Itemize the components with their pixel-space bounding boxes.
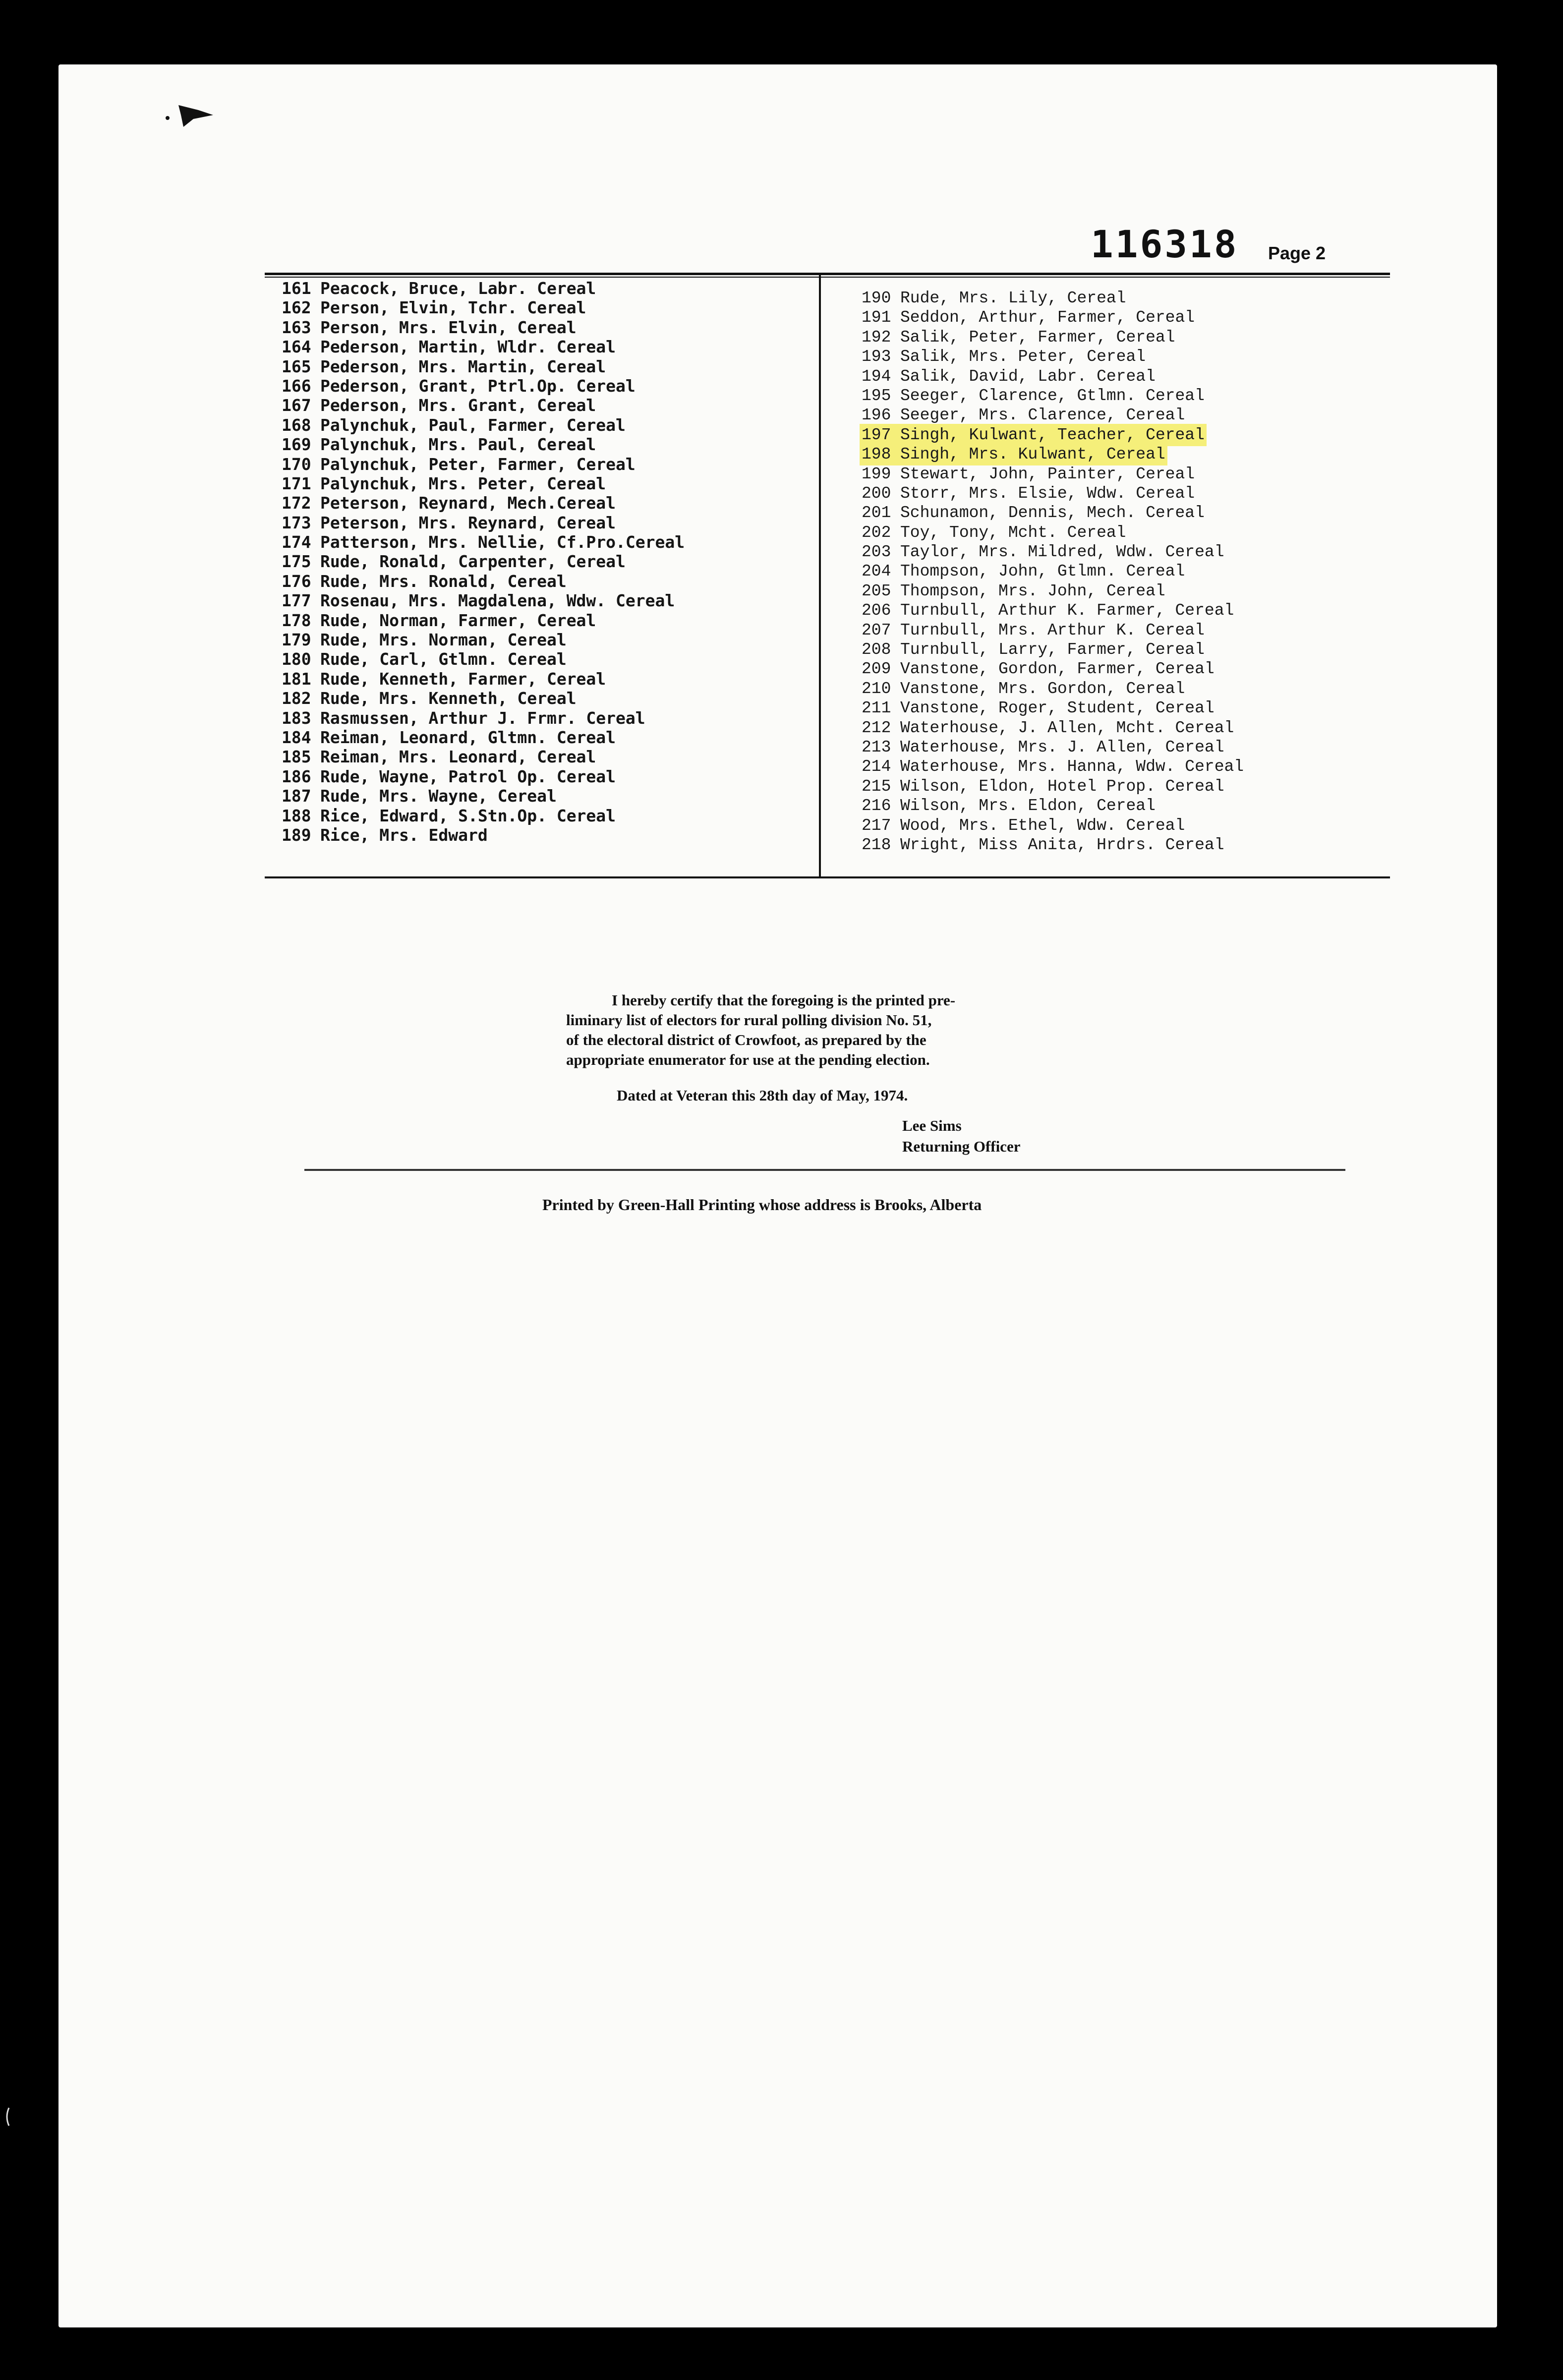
- elector-number: 166: [282, 376, 311, 396]
- elector-entry-content: [282, 337, 616, 356]
- elector-entry: [862, 621, 1456, 640]
- elector-details: Rice, Edward, S.Stn.Op. Cereal: [320, 806, 616, 825]
- elector-entry: [862, 367, 1456, 386]
- elector-number: 196: [862, 406, 891, 425]
- elector-number: 175: [282, 552, 311, 572]
- elector-entry-content: [282, 747, 596, 766]
- elector-number: 189: [282, 825, 311, 845]
- elector-number: 167: [282, 396, 311, 415]
- elector-entry: [282, 806, 876, 825]
- elector-details: Stewart, John, Painter, Cereal: [900, 464, 1195, 483]
- elector-number: 208: [862, 640, 891, 659]
- elector-details: Rosenau, Mrs. Magdalena, Wdw. Cereal: [320, 591, 675, 611]
- elector-entry: [862, 777, 1456, 796]
- elector-entry: [282, 337, 876, 356]
- elector-entry: [282, 532, 876, 552]
- elector-number: 177: [282, 591, 311, 611]
- elector-number: 178: [282, 610, 311, 630]
- certification-line: I hereby certify that the foregoing is the printed pre-: [612, 991, 956, 1009]
- elector-details: Rude, Wayne, Patrol Op. Cereal: [320, 766, 616, 786]
- elector-details: Rude, Kenneth, Farmer, Cereal: [320, 669, 606, 689]
- elector-details: Taylor, Mrs. Mildred, Wdw. Cereal: [900, 543, 1224, 562]
- elector-details: Rude, Mrs. Lily, Cereal: [900, 289, 1126, 307]
- elector-details: Seddon, Arthur, Farmer, Cereal: [900, 308, 1195, 327]
- signer-title: Returning Officer: [902, 1138, 1021, 1155]
- elector-entry: [862, 308, 1456, 327]
- elector-entry-content: [862, 445, 1165, 464]
- elector-entry-content: [282, 689, 577, 708]
- elector-number: 168: [282, 415, 311, 435]
- elector-entry: [862, 425, 1456, 445]
- elector-entry-content: [862, 621, 1205, 639]
- elector-details: Pederson, Grant, Ptrl.Op. Cereal: [320, 376, 636, 396]
- certification-line: liminary list of electors for rural polling division No. 51,: [566, 1011, 932, 1029]
- elector-details: Palynchuk, Peter, Farmer, Cereal: [320, 454, 636, 474]
- elector-entry: [862, 816, 1456, 835]
- elector-entry-content: [862, 289, 1126, 307]
- elector-details: Rude, Mrs. Kenneth, Cereal: [320, 689, 577, 708]
- elector-details: Salik, Peter, Farmer, Cereal: [900, 328, 1175, 347]
- elector-details: Peterson, Mrs. Reynard, Cereal: [320, 513, 616, 532]
- elector-entry: [282, 376, 876, 396]
- elector-entry-content: [282, 552, 626, 571]
- elector-entry-content: [282, 649, 567, 669]
- certification-text: [566, 990, 1121, 1070]
- elector-entry-content: [862, 406, 1185, 424]
- elector-details: Singh, Mrs. Kulwant, Cereal: [900, 445, 1165, 464]
- elector-number: 197: [862, 425, 891, 444]
- elector-details: Vanstone, Roger, Student, Cereal: [900, 699, 1215, 718]
- elector-entry-content: [282, 357, 606, 376]
- elector-entry: [862, 328, 1456, 347]
- elector-details: Patterson, Mrs. Nellie, Cf.Pro.Cereal: [320, 532, 685, 552]
- elector-entry-content: [282, 279, 596, 298]
- elector-details: Peacock, Bruce, Labr. Cereal: [320, 279, 596, 298]
- edge-mark-icon: [4, 2107, 11, 2127]
- elector-details: Person, Elvin, Tchr. Cereal: [320, 298, 586, 318]
- elector-details: Toy, Tony, Mcht. Cereal: [900, 523, 1126, 542]
- elector-number: 169: [282, 435, 311, 455]
- elector-details: Person, Mrs. Elvin, Cereal: [320, 317, 577, 337]
- elector-entry-content: [862, 348, 1146, 366]
- elector-entry-content: [862, 719, 1234, 737]
- elector-entry: [862, 796, 1456, 815]
- elector-entry: [282, 708, 876, 728]
- elector-details: Salik, Mrs. Peter, Cereal: [900, 348, 1146, 366]
- elector-entry: [862, 718, 1456, 738]
- elector-number: 188: [282, 806, 311, 825]
- elector-entry: [862, 484, 1456, 503]
- elector-entry: [282, 786, 876, 806]
- elector-entry: [862, 386, 1456, 406]
- elector-details: Storr, Mrs. Elsie, Wdw. Cereal: [900, 484, 1195, 503]
- elector-entry-content: [862, 562, 1185, 580]
- elector-entry: [862, 698, 1456, 718]
- elector-number: 207: [862, 621, 891, 639]
- elector-entry: [282, 396, 876, 415]
- elector-entry: [862, 738, 1456, 757]
- elector-entry-content: [862, 601, 1234, 620]
- elector-details: Wilson, Eldon, Hotel Prop. Cereal: [900, 777, 1224, 796]
- elector-number: 201: [862, 504, 891, 522]
- elector-number: 194: [862, 367, 891, 386]
- certification-line: appropriate enumerator for use at the pending election.: [566, 1051, 930, 1068]
- elector-number: 213: [862, 738, 891, 756]
- elector-details: Palynchuk, Mrs. Peter, Cereal: [320, 473, 606, 493]
- elector-entry-content: [862, 328, 1175, 347]
- elector-number: 193: [862, 348, 891, 366]
- elector-entry-content: [282, 611, 596, 630]
- elector-entry: [282, 474, 876, 493]
- elector-number: 186: [282, 766, 311, 786]
- elector-entry-content: [862, 699, 1215, 717]
- elector-number: 200: [862, 484, 891, 503]
- document-number: 116318: [1091, 222, 1239, 266]
- elector-number: 216: [862, 797, 891, 815]
- elector-number: 172: [282, 493, 311, 513]
- elector-entry: [282, 611, 876, 630]
- elector-entry: [862, 503, 1456, 522]
- elector-details: Vanstone, Gordon, Farmer, Cereal: [900, 660, 1215, 679]
- elector-entry-content: [862, 836, 1224, 854]
- elector-number: 171: [282, 473, 311, 493]
- elector-details: Thompson, Mrs. John, Cereal: [900, 581, 1165, 600]
- elector-number: 215: [862, 777, 891, 796]
- elector-entry: [862, 679, 1456, 698]
- elector-details: Rude, Norman, Farmer, Cereal: [320, 610, 596, 630]
- elector-entry: [282, 493, 876, 513]
- elector-entry-content: [282, 318, 577, 337]
- elector-entry: [862, 464, 1456, 484]
- elector-entry-content: [282, 708, 645, 728]
- elector-number: 176: [282, 571, 311, 591]
- elector-entry-content: [862, 680, 1185, 698]
- elector-details: Rasmussen, Arthur J. Frmr. Cereal: [320, 708, 645, 728]
- signer-name: Lee Sims: [902, 1117, 962, 1134]
- elector-entry-content: [282, 630, 567, 649]
- elector-number: 205: [862, 581, 891, 600]
- elector-number: 192: [862, 328, 891, 347]
- elector-details: Seeger, Clarence, Gtlmn. Cereal: [900, 386, 1205, 405]
- list-bottom-rule: [265, 876, 1390, 878]
- elector-number: 218: [862, 835, 891, 854]
- top-rule-thin: [265, 277, 1390, 278]
- elector-number: 182: [282, 689, 311, 708]
- elector-number: 190: [862, 289, 891, 307]
- elector-entry-content: [282, 298, 586, 317]
- elector-details: Vanstone, Mrs. Gordon, Cereal: [900, 679, 1185, 698]
- elector-details: Pederson, Martin, Wldr. Cereal: [320, 337, 616, 357]
- elector-details: Pederson, Mrs. Martin, Cereal: [320, 356, 606, 376]
- elector-number: 217: [862, 816, 891, 835]
- elector-entry: [862, 289, 1456, 308]
- elector-entry: [282, 767, 876, 786]
- elector-number: 181: [282, 669, 311, 689]
- elector-details: Wood, Mrs. Ethel, Wdw. Cereal: [900, 816, 1185, 835]
- elector-number: 206: [862, 601, 891, 620]
- elector-entry-content: [862, 465, 1195, 483]
- elector-number: 162: [282, 298, 311, 318]
- elector-entry-content: [862, 640, 1205, 659]
- elector-number: 212: [862, 718, 891, 737]
- elector-entry-content: [282, 728, 616, 747]
- elector-details: Pederson, Mrs. Grant, Cereal: [320, 396, 596, 415]
- elector-entry: [282, 669, 876, 689]
- elector-entry-content: [282, 376, 636, 396]
- elector-entry: [282, 825, 876, 845]
- elector-entry: [282, 318, 876, 337]
- elector-details: Rude, Mrs. Wayne, Cereal: [320, 786, 557, 806]
- certification-bottom-rule: [304, 1169, 1345, 1171]
- elector-entry: [282, 728, 876, 747]
- elector-details: Salik, David, Labr. Cereal: [900, 367, 1156, 386]
- elector-entry-content: [862, 504, 1205, 522]
- elector-entry: [862, 581, 1456, 601]
- elector-entry: [282, 357, 876, 376]
- elector-entry-content: [862, 582, 1165, 600]
- elector-entry-content: [862, 543, 1224, 561]
- elector-number: 183: [282, 708, 311, 728]
- elector-entry: [862, 757, 1456, 776]
- elector-details: Wright, Miss Anita, Hrdrs. Cereal: [900, 835, 1224, 854]
- elector-entry-content: [282, 474, 606, 493]
- elector-entry: [282, 455, 876, 474]
- elector-entry-content: [862, 308, 1195, 327]
- elector-number: 187: [282, 786, 311, 806]
- elector-entry: [862, 347, 1456, 366]
- elector-entry: [862, 835, 1456, 855]
- elector-entry-content: [862, 387, 1205, 405]
- elector-details: Turnbull, Mrs. Arthur K. Cereal: [900, 621, 1205, 639]
- elector-details: Thompson, John, Gtlmn. Cereal: [900, 562, 1185, 581]
- document-page: [58, 64, 1497, 2327]
- dated-line: Dated at Veteran this 28th day of May, 1974.: [617, 1087, 908, 1104]
- elector-number: 199: [862, 464, 891, 483]
- elector-entry-content: [282, 572, 567, 591]
- elector-entry: [862, 640, 1456, 659]
- elector-number: 164: [282, 337, 311, 357]
- elector-entry: [282, 513, 876, 532]
- elector-entry: [282, 572, 876, 591]
- elector-details: Reiman, Leonard, Gltmn. Cereal: [320, 727, 616, 747]
- elector-number: 185: [282, 747, 311, 767]
- elector-details: Waterhouse, Mrs. Hanna, Wdw. Cereal: [900, 757, 1244, 776]
- elector-entry: [862, 445, 1456, 464]
- elector-entry: [862, 659, 1456, 679]
- elector-number: 180: [282, 649, 311, 669]
- elector-entry-content: [862, 523, 1126, 542]
- elector-entry: [282, 591, 876, 610]
- elector-entry: [282, 298, 876, 317]
- elector-entry-content: [862, 757, 1244, 776]
- elector-entry-content: [282, 591, 675, 610]
- elector-details: Rude, Mrs. Norman, Cereal: [320, 630, 567, 650]
- elector-entry-content: [282, 532, 685, 552]
- elector-entry-content: [282, 669, 606, 689]
- elector-number: 184: [282, 727, 311, 747]
- elector-number: 198: [862, 445, 891, 464]
- elector-entry: [282, 279, 876, 298]
- elector-details: Reiman, Mrs. Leonard, Cereal: [320, 747, 596, 767]
- elector-entry: [862, 542, 1456, 562]
- elector-number: 191: [862, 308, 891, 327]
- elector-number: 170: [282, 454, 311, 474]
- elector-list-left: [282, 279, 876, 845]
- elector-entry: [282, 630, 876, 649]
- elector-entry-content: [862, 738, 1224, 756]
- corner-mark-icon: [164, 95, 218, 135]
- elector-number: 173: [282, 513, 311, 532]
- elector-number: 204: [862, 562, 891, 581]
- elector-number: 195: [862, 386, 891, 405]
- elector-number: 202: [862, 523, 891, 542]
- elector-details: Rice, Mrs. Edward: [320, 825, 488, 845]
- elector-details: Waterhouse, J. Allen, Mcht. Cereal: [900, 718, 1234, 737]
- elector-number: 174: [282, 532, 311, 552]
- elector-details: Turnbull, Arthur K. Farmer, Cereal: [900, 601, 1234, 620]
- elector-entry-content: [862, 426, 1205, 444]
- elector-number: 211: [862, 699, 891, 718]
- elector-details: Schunamon, Dennis, Mech. Cereal: [900, 504, 1205, 522]
- elector-entry: [282, 689, 876, 708]
- certification-line: of the electoral district of Crowfoot, as prepared by the: [566, 1031, 926, 1048]
- elector-number: 214: [862, 757, 891, 776]
- elector-entry: [282, 649, 876, 669]
- elector-details: Rude, Mrs. Ronald, Cereal: [320, 571, 567, 591]
- elector-entry-content: [862, 816, 1185, 835]
- elector-entry-content: [282, 455, 636, 474]
- elector-details: Waterhouse, Mrs. J. Allen, Cereal: [900, 738, 1224, 756]
- elector-entry: [862, 406, 1456, 425]
- elector-details: Palynchuk, Mrs. Paul, Cereal: [320, 435, 596, 455]
- elector-details: Wilson, Mrs. Eldon, Cereal: [900, 797, 1156, 815]
- elector-entry-content: [862, 367, 1156, 386]
- elector-entry-content: [862, 797, 1156, 815]
- elector-entry: [862, 601, 1456, 620]
- elector-entry-content: [282, 435, 596, 454]
- elector-entry: [282, 435, 876, 454]
- elector-entry: [862, 562, 1456, 581]
- elector-list-right: [862, 289, 1456, 855]
- elector-entry-content: [862, 777, 1224, 796]
- elector-entry-content: [282, 825, 488, 845]
- elector-entry: [282, 552, 876, 571]
- elector-entry-content: [282, 493, 616, 513]
- elector-details: Palynchuk, Paul, Farmer, Cereal: [320, 415, 626, 435]
- elector-entry-content: [282, 806, 616, 825]
- elector-number: 209: [862, 660, 891, 679]
- elector-number: 161: [282, 279, 311, 298]
- elector-entry-content: [282, 415, 626, 435]
- elector-entry: [282, 415, 876, 435]
- elector-number: 203: [862, 543, 891, 562]
- elector-entry-content: [282, 513, 616, 532]
- elector-number: 210: [862, 679, 891, 698]
- printer-note: Printed by Green-Hall Printing whose address is Brooks, Alberta: [542, 1196, 982, 1214]
- elector-details: Rude, Ronald, Carpenter, Cereal: [320, 552, 626, 572]
- elector-entry-content: [282, 396, 596, 415]
- elector-entry: [862, 523, 1456, 542]
- elector-entry-content: [862, 660, 1215, 678]
- elector-number: 179: [282, 630, 311, 650]
- elector-details: Singh, Kulwant, Teacher, Cereal: [900, 425, 1205, 444]
- signature-block: [902, 1115, 1020, 1157]
- elector-details: Turnbull, Larry, Farmer, Cereal: [900, 640, 1205, 659]
- elector-details: Peterson, Reynard, Mech.Cereal: [320, 493, 616, 513]
- elector-details: Seeger, Mrs. Clarence, Cereal: [900, 406, 1185, 425]
- elector-entry-content: [862, 484, 1195, 503]
- page-label: Page 2: [1268, 243, 1326, 263]
- elector-entry: [282, 747, 876, 766]
- elector-number: 165: [282, 356, 311, 376]
- top-rule: [265, 273, 1390, 275]
- elector-details: Rude, Carl, Gtlmn. Cereal: [320, 649, 567, 669]
- elector-entry-content: [282, 786, 557, 806]
- elector-entry-content: [282, 767, 616, 786]
- elector-number: 163: [282, 317, 311, 337]
